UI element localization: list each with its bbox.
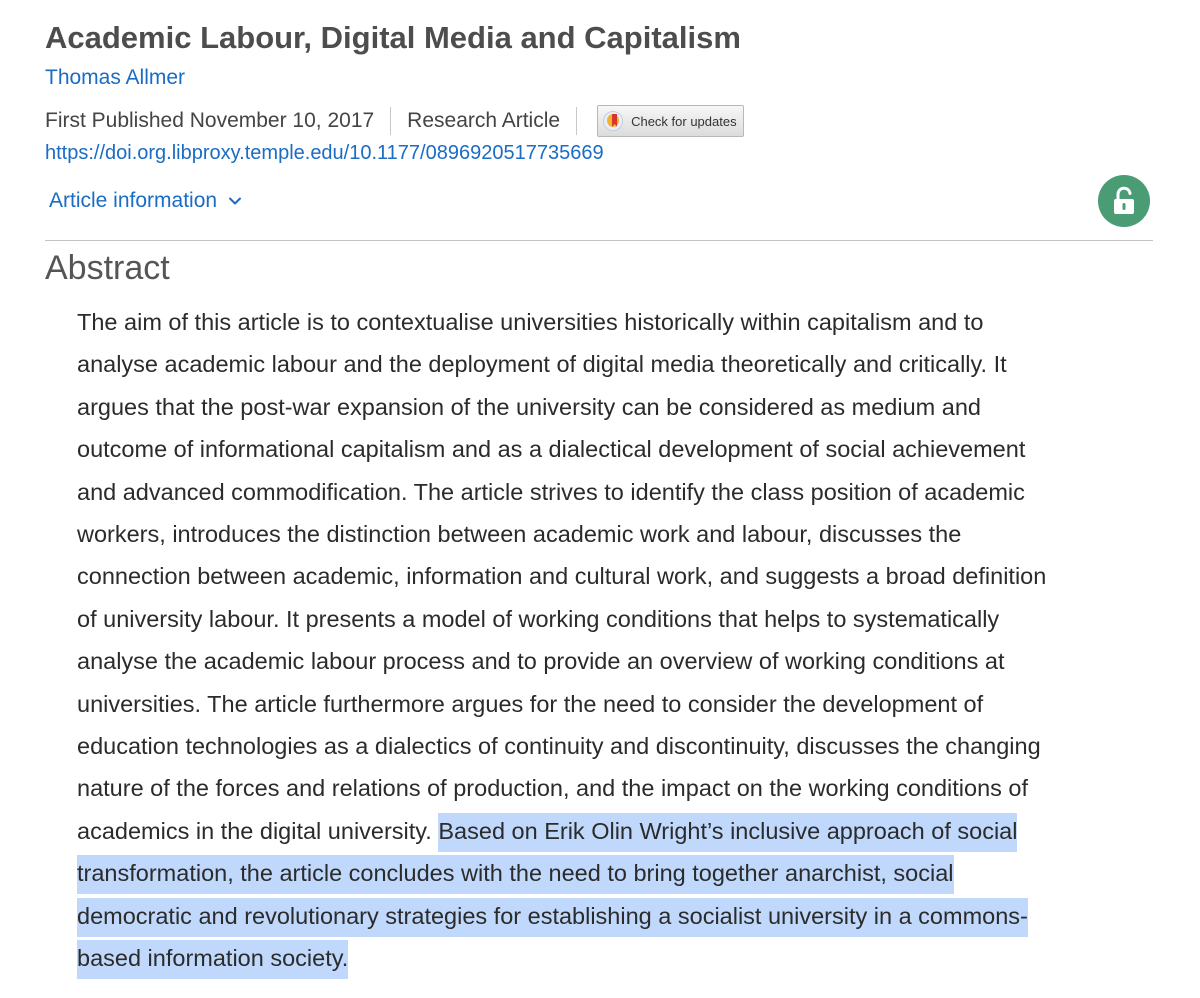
- abstract-line: outcome of informational capitalism and as a dialectical development of social achievement: [77, 436, 1026, 463]
- abstract-heading: Abstract: [45, 249, 170, 287]
- abstract-line: workers, introduces the distinction between academic work and labour, discusses the: [77, 521, 962, 548]
- check-for-updates-button[interactable]: [597, 105, 744, 137]
- section-divider: [45, 240, 1153, 241]
- first-published-date: First Published November 10, 2017: [45, 109, 375, 132]
- abstract-text: [77, 301, 1162, 980]
- article-information-toggle[interactable]: [49, 189, 242, 213]
- abstract-line: The aim of this article is to contextualise universities historically within capitalism and to: [77, 309, 984, 335]
- abstract-line: analyse academic labour and the deployment of digital media theoretically and critically. It: [77, 351, 1007, 378]
- abstract-line: [77, 937, 1162, 979]
- highlighted-text: democratic and revolutionary strategies for establishing a socialist university in a commons-: [77, 898, 1028, 937]
- abstract-line-text: academics in the digital university.: [77, 817, 439, 844]
- open-lock-icon: [1111, 186, 1137, 216]
- abstract-line: and advanced commodification. The article strives to identify the class position of academic: [77, 478, 1025, 505]
- crossmark-icon: [603, 111, 623, 131]
- chevron-down-icon: [228, 196, 242, 206]
- abstract-line: of university labour. It presents a model of working conditions that helps to systematically: [77, 605, 1000, 632]
- abstract-line: analyse the academic labour process and to provide an overview of working conditions at: [77, 648, 1005, 675]
- highlighted-text: based information society.: [77, 940, 348, 979]
- abstract-line: nature of the forces and relations of production, and the impact on the working conditions of: [77, 775, 1029, 802]
- abstract-line: universities. The article furthermore argues for the need to consider the development of: [77, 690, 984, 717]
- check-for-updates-label: Check for updates: [631, 113, 737, 129]
- abstract-line: [77, 810, 1162, 852]
- open-access-badge[interactable]: [1098, 175, 1150, 227]
- abstract-line: education technologies as a dialectics of continuity and discontinuity, discusses the changing: [77, 733, 1041, 760]
- highlighted-text: Based on Erik Olin Wright’s inclusive approach of social: [438, 813, 1017, 852]
- abstract-line: connection between academic, information and cultural work, and suggests a broad definition: [77, 563, 1047, 590]
- abstract-line: [77, 852, 1162, 894]
- doi-link[interactable]: https://doi.org.libproxy.temple.edu/10.1177/0896920517735669: [45, 142, 604, 164]
- meta-divider: [576, 107, 577, 135]
- article-title: Academic Labour, Digital Media and Capitalism: [45, 20, 741, 55]
- highlighted-text: transformation, the article concludes with the need to bring together anarchist, social: [77, 855, 954, 894]
- author-link[interactable]: Thomas Allmer: [45, 66, 186, 89]
- publication-meta: [45, 104, 744, 138]
- abstract-line: argues that the post-war expansion of the university can be considered as medium and: [77, 393, 981, 420]
- abstract-line: [77, 895, 1162, 937]
- article-type: Research Article: [407, 109, 561, 132]
- article-information-label: Article information: [49, 189, 218, 212]
- meta-divider: [390, 107, 391, 135]
